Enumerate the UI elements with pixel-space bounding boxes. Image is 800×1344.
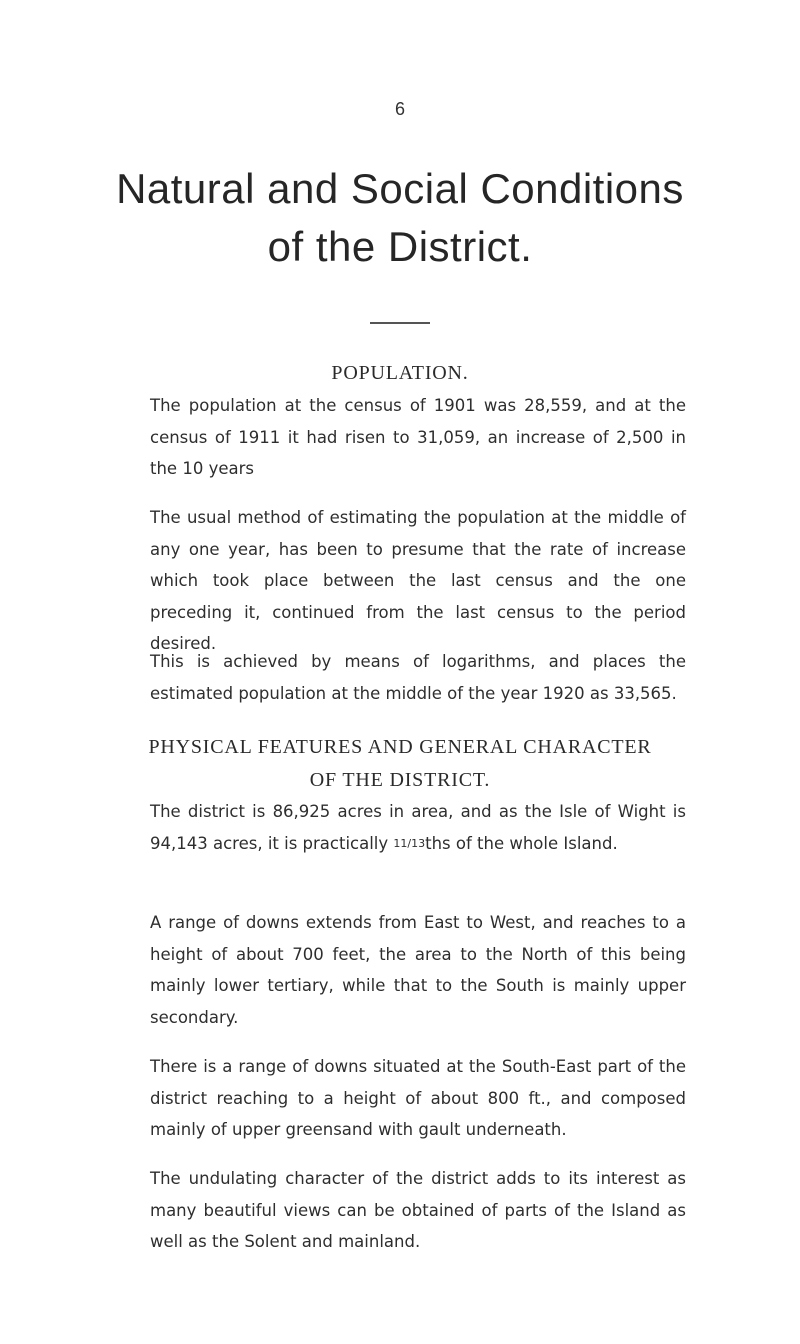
page-title xyxy=(0,160,800,276)
population-paragraph-3: This is achieved by means of logarithms, and places the estimated population at the middle of the year 1920 as 33,565. xyxy=(150,652,686,703)
page-title-line-1: Natural and Social Conditions xyxy=(116,165,684,212)
page-title-line-2: of the District. xyxy=(267,223,533,270)
physical-features-heading xyxy=(0,731,800,797)
physical-paragraph-3: There is a range of downs situated at the South-East part of the district reaching to a height of about 800 ft., and composed mainly of upper greensand with gault underneath. xyxy=(150,1057,686,1139)
population-paragraph-1: The population at the census of 1901 was 28,559, and at the census of 1911 it had risen to 31,059, an increase of 2,500 in the 10 years xyxy=(150,396,686,478)
title-divider xyxy=(370,322,430,324)
physical-paragraph-4: The undulating character of the district adds to its interest as many beautiful views can be obtained of parts of the Island as well as the Solent and mainland. xyxy=(150,1169,686,1251)
population-paragraph-2: The usual method of estimating the population at the middle of any one year, has been to presume that the rate of increase which took place between the last census and the one preceding it, continued from the last census to the period desired. xyxy=(150,508,686,653)
physical-paragraph-2: A range of downs extends from East to West, and reaches to a height of about 700 feet, the area to the North of this being mainly lower tertiary, while that to the South is mainly upper secondary. xyxy=(150,913,686,1027)
fraction: 11/13 xyxy=(393,836,426,850)
physical-paragraph-1 xyxy=(150,796,686,859)
physical-features-heading-line-2: OF THE DISTRICT. xyxy=(309,769,491,791)
page-number: 6 xyxy=(394,99,405,119)
physical-features-heading-line-1: PHYSICAL FEATURES AND GENERAL CHARACTER xyxy=(148,736,652,758)
physical-paragraph-1-text-a: The district is 86,925 acres in area, and as the Isle of Wight is 94,143 acres, it is practically xyxy=(150,802,686,853)
physical-paragraph-1-text-b: ths of the whole Island. xyxy=(425,833,618,853)
population-heading: POPULATION. xyxy=(331,362,469,384)
